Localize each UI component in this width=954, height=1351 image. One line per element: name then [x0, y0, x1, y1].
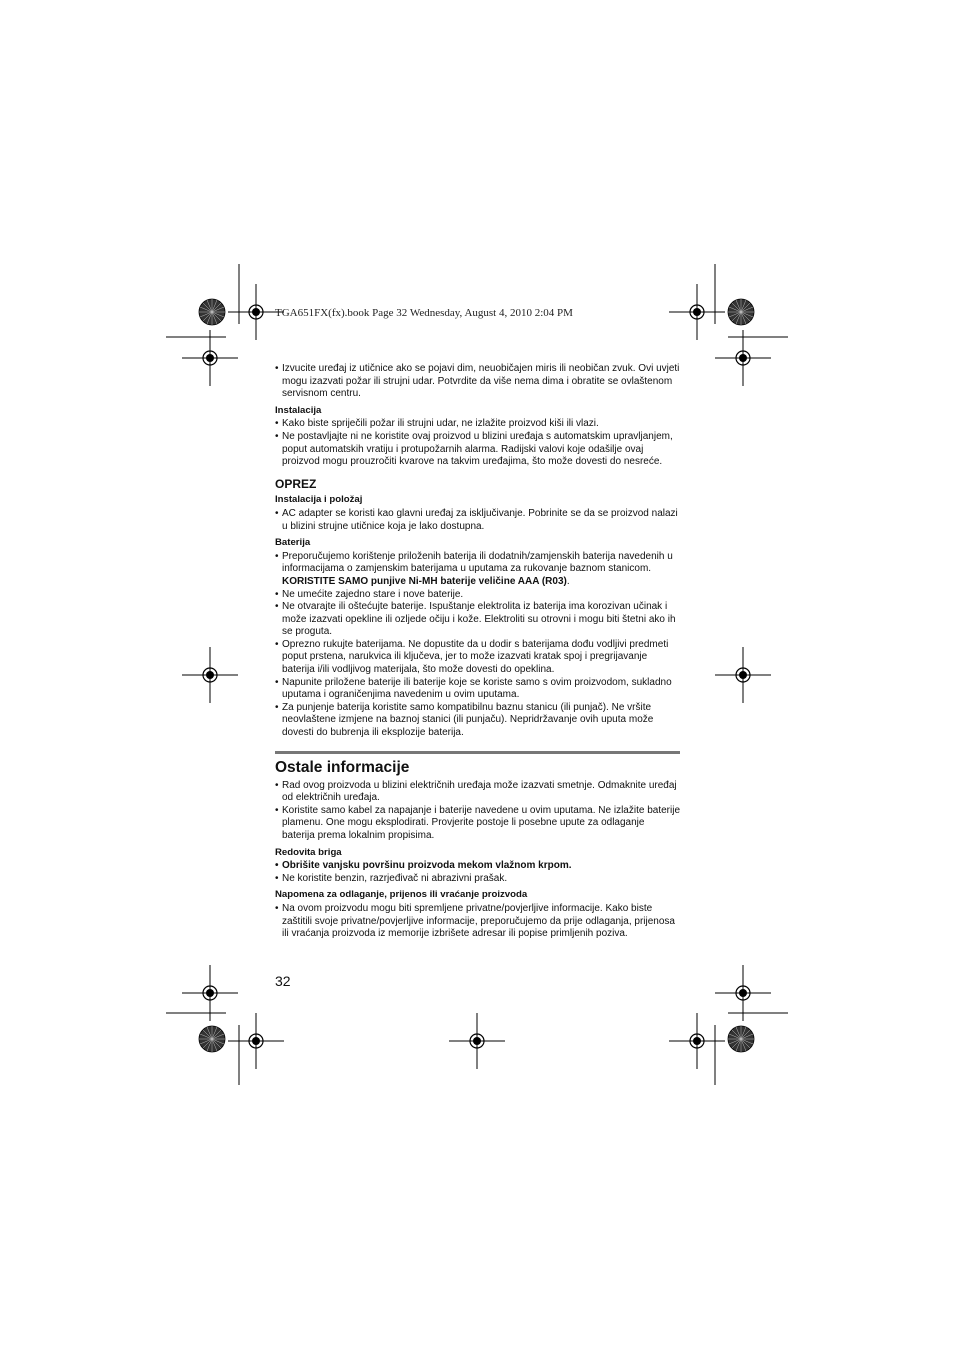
- list-item: • Na ovom proizvodu mogu biti spremljene privatne/povjerljive informacije. Kako biste zaštitili svoje privatne/povjerljive informacije, preporučujemo da prije odlaganja, prijenosa ili vraćanja proizvoda iz memorije izbrišete adresar ili popise primljenih poziva.: [275, 902, 675, 940]
- list-item: • Ne otvarajte ili oštećujte baterije. Ispuštanje elektrolita iz baterija ima korozivan učinak i može izazvati opekline ili ozljede očiju i kože. Elektroliti su otrovni i mogu biti štetni ako ih se proguta.: [275, 601, 676, 638]
- subheading-disposal: Napomena za odlaganje, prijenos ili vraćanje proizvoda: [275, 889, 528, 901]
- subheading-care: Redovita briga: [275, 846, 342, 858]
- registration-mark-icon: [715, 330, 771, 386]
- subheading-install-position: Instalacija i položaj: [275, 494, 363, 506]
- registration-mark-icon: [449, 1013, 505, 1069]
- subheading-battery: Baterija: [275, 537, 311, 549]
- registration-mark-icon: [715, 647, 771, 703]
- list-item: • Za punjenje baterija koristite samo kompatibilnu baznu stanicu (ili punjač). Ne vršite neovlaštene izmjene na baznoj stanici (ili punjaču). Nepridržavanje ovih uputa može dovesti do bubrenja ili eksplozije baterija.: [275, 701, 654, 739]
- list-item: • Napunite priložene baterije ili baterije koje se koriste samo s ovim proizvodom, sukladno uputama i ograničenjima navedenim u ovim uputama.: [275, 676, 672, 701]
- corner-star-mark-icon: [199, 299, 225, 325]
- corner-star-mark-icon: [199, 1026, 225, 1052]
- subheading-instalacija: Instalacija: [275, 404, 322, 416]
- list-item: • Ne postavljajte ni ne koristite ovaj proizvod u blizini uređaja s automatskim upravljanjem, poput automatskih vratiju i protupožarnih alarma. Radijski valovi koje odašilje ovaj proizvod mogu prouzročiti kvarove na takvim uređajima, što može dovesti do nesreće.: [275, 430, 673, 468]
- list-item: • Koristite samo kabel za napajanje i baterije navedene u ovim uputama. Ne izlažite baterije plamenu. One mogu eksplodirati. Provjerite postoje li posebne upute za odlaganje baterija prema lokalnim propisima.: [275, 804, 681, 841]
- registration-mark-icon: [669, 284, 725, 340]
- corner-star-mark-icon: [728, 299, 754, 325]
- battery-warning-bold: KORISTITE SAMO punjive Ni-MH baterije veličine AAA (R03): [282, 575, 567, 587]
- registration-mark-icon: [182, 330, 238, 386]
- caution-heading: OPREZ: [275, 476, 317, 491]
- list-item: • Ne koristite benzin, razrjeđivač ni abrazivni prašak.: [275, 872, 508, 884]
- list-item: • Ne umećite zajedno stare i nove baterije.: [275, 588, 464, 600]
- page-content: [275, 363, 680, 941]
- list-item: • Preporučujemo korištenje priloženih baterija ili dodatnih/zamjenskih baterija navedenih u informacijama o zamjenskim baterijama u uputama za rukovanje baznom stanicom. KORISTITE SAMO punjive Ni-MH baterije veličine AAA (R03).: [275, 550, 673, 587]
- page-number: 32: [275, 973, 291, 989]
- list-item: • Izvucite uređaj iz utičnice ako se pojavi dim, neuobičajen miris ili neobičan zvuk. Ovi uvjeti mogu izazvati požar ili strujni udar. Potvrdite da više nema dima i obratite se ovlaštenom servisnom centru.: [275, 363, 680, 400]
- list-item: • Rad ovog proizvoda u blizini električnih uređaja može izazvati smetnje. Odmaknite uređaj od električnih uređaja.: [275, 779, 677, 804]
- print-header: TGA651FX(fx).book Page 32 Wednesday, August 4, 2010 2:04 PM: [275, 307, 573, 319]
- section-divider: [275, 751, 680, 754]
- section-title: Ostale informacije: [275, 758, 410, 776]
- registration-mark-icon: [182, 647, 238, 703]
- registration-mark-icon: [669, 1013, 725, 1069]
- list-item: • Obrišite vanjsku površinu proizvoda mekom vlažnom krpom.: [275, 860, 572, 872]
- list-item: • Oprezno rukujte baterijama. Ne dopustite da u dodir s baterijama dođu vodljivi predmeti poput prstena, narukvica ili ključeva, jer to može izazvati kratak spoj i pregrijavanje baterija i/ili vodljivog materijala, što može dovesti do opeklina.: [275, 638, 669, 676]
- list-item: • AC adapter se koristi kao glavni uređaj za isključivanje. Pobrinite se da se proizvod nalazi u blizini strujne utičnice koja je lako dostupna.: [275, 507, 678, 532]
- registration-mark-icon: [228, 1013, 284, 1069]
- corner-star-mark-icon: [728, 1026, 754, 1052]
- list-item: • Kako biste spriječili požar ili strujni udar, ne izlažite proizvod kiši ili vlazi.: [275, 418, 599, 430]
